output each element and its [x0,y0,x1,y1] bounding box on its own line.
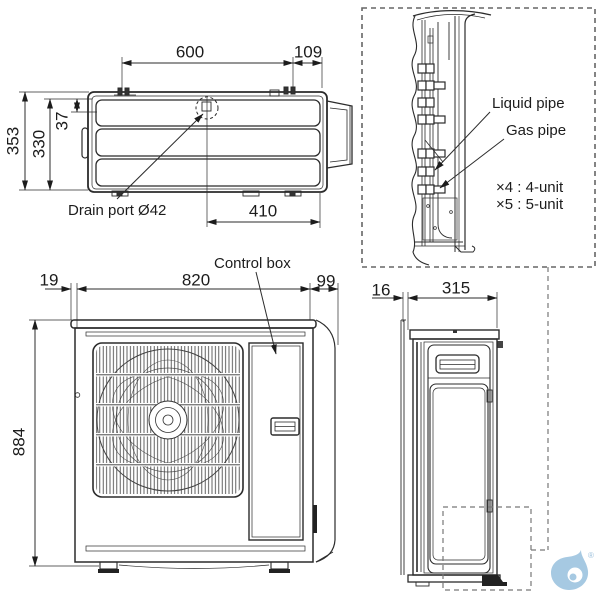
dim-side-depth: 315 [441,278,471,298]
dim-side-back: 16 [371,280,391,300]
dim-top-height-outer: 353 [3,126,23,156]
dim-top-right: 109 [293,42,323,62]
dim-front-width: 820 [181,270,211,290]
liquid-pipe-label: Liquid pipe [492,95,565,112]
drain-port-label: Drain port Ø42 [68,202,167,219]
registered-mark: ® [588,551,594,560]
dim-front-right: 99 [316,271,336,291]
dim-top-width: 600 [175,42,205,62]
dim-top-height-inner: 330 [29,129,49,159]
dim-top-offset: 37 [52,111,72,131]
dim-front-height: 884 [9,427,29,457]
note-4unit: ×4 : 4-unit [496,179,564,196]
pipe-detail-drawing [355,0,600,280]
control-box-label: Control box [214,255,291,272]
gas-pipe-label: Gas pipe [506,122,567,139]
detail-callout-box [443,267,548,590]
note-5unit: ×5 : 5-unit [496,196,564,213]
dim-top-drain-x: 410 [248,201,278,221]
dim-front-left: 19 [39,270,59,290]
front-view-drawing [0,250,360,600]
